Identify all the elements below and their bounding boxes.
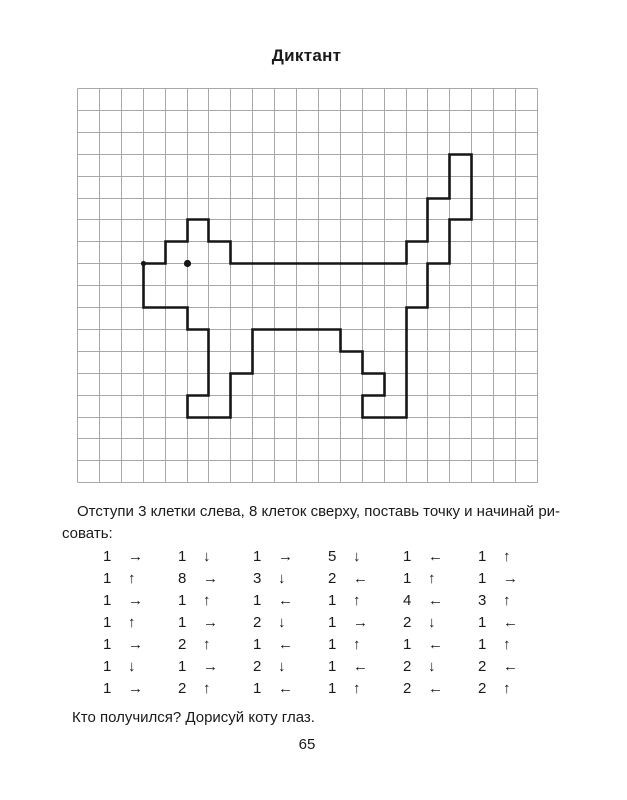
step-arrow-icon: ↑ <box>353 636 361 653</box>
step-arrow-icon: → <box>203 614 218 631</box>
step-arrow-icon: ← <box>503 658 518 675</box>
step-arrow-icon: ↓ <box>128 658 136 675</box>
step-arrow-icon: → <box>203 570 218 587</box>
step-arrow-icon: ↓ <box>278 658 286 675</box>
step-count: 1 <box>478 548 487 565</box>
step-count: 1 <box>328 636 337 653</box>
step-count: 2 <box>403 680 412 697</box>
step-arrow-icon: ↑ <box>428 570 436 587</box>
dictation-step <box>253 546 328 568</box>
step-arrow-icon: ← <box>428 636 443 653</box>
step-count: 5 <box>328 548 337 565</box>
dictation-row <box>103 546 553 568</box>
dictation-step <box>403 656 478 678</box>
step-count: 1 <box>178 658 187 675</box>
step-count: 1 <box>178 592 187 609</box>
step-count: 2 <box>478 658 487 675</box>
dictation-step <box>403 568 478 590</box>
dictation-step <box>178 634 253 656</box>
step-arrow-icon: ↑ <box>503 636 511 653</box>
step-arrow-icon: → <box>128 592 143 609</box>
step-count: 8 <box>178 570 187 587</box>
step-arrow-icon: ↑ <box>503 592 511 609</box>
step-count: 2 <box>178 636 187 653</box>
step-arrow-icon: → <box>128 636 143 653</box>
step-count: 1 <box>103 658 112 675</box>
step-arrow-icon: ← <box>503 614 518 631</box>
step-count: 1 <box>328 658 337 675</box>
step-count: 1 <box>178 548 187 565</box>
step-arrow-icon: ← <box>278 680 293 697</box>
step-arrow-icon: → <box>128 680 143 697</box>
step-arrow-icon: → <box>128 548 143 565</box>
dictation-row <box>103 612 553 634</box>
dictation-step <box>178 546 253 568</box>
dictation-step <box>478 590 553 612</box>
step-count: 1 <box>328 614 337 631</box>
step-count: 1 <box>103 548 112 565</box>
step-count: 2 <box>478 680 487 697</box>
dictation-step <box>328 590 403 612</box>
step-arrow-icon: ↑ <box>353 592 361 609</box>
dictation-step <box>103 546 178 568</box>
step-arrow-icon: ↓ <box>428 658 436 675</box>
dictation-step <box>478 634 553 656</box>
dictation-step <box>253 568 328 590</box>
dictation-step <box>103 590 178 612</box>
dictation-step <box>178 612 253 634</box>
dictation-step <box>253 678 328 700</box>
dictation-step <box>253 634 328 656</box>
step-count: 1 <box>103 614 112 631</box>
dictation-step <box>478 568 553 590</box>
dictation-row <box>103 590 553 612</box>
step-count: 1 <box>253 680 262 697</box>
page-title: Диктант <box>271 46 342 65</box>
dictation-step <box>103 656 178 678</box>
dictation-step <box>253 590 328 612</box>
dictation-row <box>103 678 553 700</box>
dictation-step <box>478 546 553 568</box>
step-count: 2 <box>178 680 187 697</box>
step-count: 1 <box>103 570 112 587</box>
step-count: 3 <box>253 570 262 587</box>
dictation-step <box>478 656 553 678</box>
dictation-step <box>328 634 403 656</box>
dictation-step <box>103 568 178 590</box>
step-arrow-icon: ↓ <box>353 548 361 565</box>
question-text: Кто получился? Дорисуй коту глаз. <box>72 709 315 726</box>
dictation-step <box>103 678 178 700</box>
dictation-step <box>103 634 178 656</box>
dictation-step <box>328 612 403 634</box>
step-count: 1 <box>253 592 262 609</box>
step-count: 2 <box>403 658 412 675</box>
step-arrow-icon: → <box>278 548 293 565</box>
step-count: 1 <box>178 614 187 631</box>
dictation-grid <box>77 88 538 484</box>
step-count: 2 <box>403 614 412 631</box>
step-arrow-icon: ↓ <box>428 614 436 631</box>
step-count: 1 <box>253 636 262 653</box>
dictation-step <box>253 656 328 678</box>
step-count: 1 <box>478 636 487 653</box>
dictation-step <box>403 634 478 656</box>
step-arrow-icon: ↑ <box>503 680 511 697</box>
instruction-line-2: совать: <box>62 525 113 542</box>
dictation-step <box>178 656 253 678</box>
page-number: 65 <box>298 736 316 753</box>
dictation-step <box>328 568 403 590</box>
instruction-paragraph <box>62 501 572 545</box>
step-arrow-icon: ↑ <box>503 548 511 565</box>
step-count: 1 <box>103 636 112 653</box>
step-arrow-icon: ← <box>353 570 368 587</box>
step-arrow-icon: ↓ <box>278 570 286 587</box>
cat-eye-dot <box>184 260 191 267</box>
step-count: 1 <box>478 570 487 587</box>
dictation-step <box>178 590 253 612</box>
step-count: 1 <box>253 548 262 565</box>
step-arrow-icon: ↑ <box>203 636 211 653</box>
step-count: 1 <box>478 614 487 631</box>
dictation-step <box>328 656 403 678</box>
step-count: 1 <box>403 570 412 587</box>
step-arrow-icon: ↑ <box>203 592 211 609</box>
dictation-step <box>403 590 478 612</box>
start-dot <box>141 261 146 266</box>
step-count: 1 <box>403 548 412 565</box>
dictation-row <box>103 656 553 678</box>
dictation-step <box>478 678 553 700</box>
step-count: 2 <box>253 658 262 675</box>
dictation-step <box>253 612 328 634</box>
dictation-step <box>403 546 478 568</box>
dictation-row <box>103 568 553 590</box>
dictation-step <box>403 678 478 700</box>
step-arrow-icon: ← <box>278 636 293 653</box>
step-arrow-icon: ← <box>428 592 443 609</box>
dictation-step <box>178 678 253 700</box>
instruction-line-1: Отступи 3 клетки слева, 8 клеток сверху, поставь точку и начинай ри- <box>77 503 561 520</box>
step-arrow-icon: ← <box>278 592 293 609</box>
step-arrow-icon: ← <box>428 680 443 697</box>
step-count: 1 <box>403 636 412 653</box>
step-count: 3 <box>478 592 487 609</box>
dictation-step <box>328 546 403 568</box>
step-count: 2 <box>328 570 337 587</box>
step-arrow-icon: ↑ <box>128 570 136 587</box>
step-arrow-icon: ↑ <box>203 680 211 697</box>
step-arrow-icon: → <box>203 658 218 675</box>
step-arrow-icon: → <box>353 614 368 631</box>
step-arrow-icon: ↑ <box>128 614 136 631</box>
step-count: 1 <box>328 592 337 609</box>
step-count: 2 <box>253 614 262 631</box>
step-count: 1 <box>328 680 337 697</box>
dictation-row <box>103 634 553 656</box>
dictation-step <box>478 612 553 634</box>
step-count: 1 <box>103 592 112 609</box>
step-count: 1 <box>103 680 112 697</box>
dictation-step <box>178 568 253 590</box>
step-arrow-icon: ↑ <box>353 680 361 697</box>
dictation-step <box>403 612 478 634</box>
step-arrow-icon: ← <box>353 658 368 675</box>
step-arrow-icon: ← <box>428 548 443 565</box>
step-arrow-icon: ↓ <box>278 614 286 631</box>
step-count: 4 <box>403 592 412 609</box>
dictation-step <box>328 678 403 700</box>
dictation-step <box>103 612 178 634</box>
step-arrow-icon: → <box>503 570 518 587</box>
dictation-steps-table <box>103 546 553 700</box>
step-arrow-icon: ↓ <box>203 548 211 565</box>
